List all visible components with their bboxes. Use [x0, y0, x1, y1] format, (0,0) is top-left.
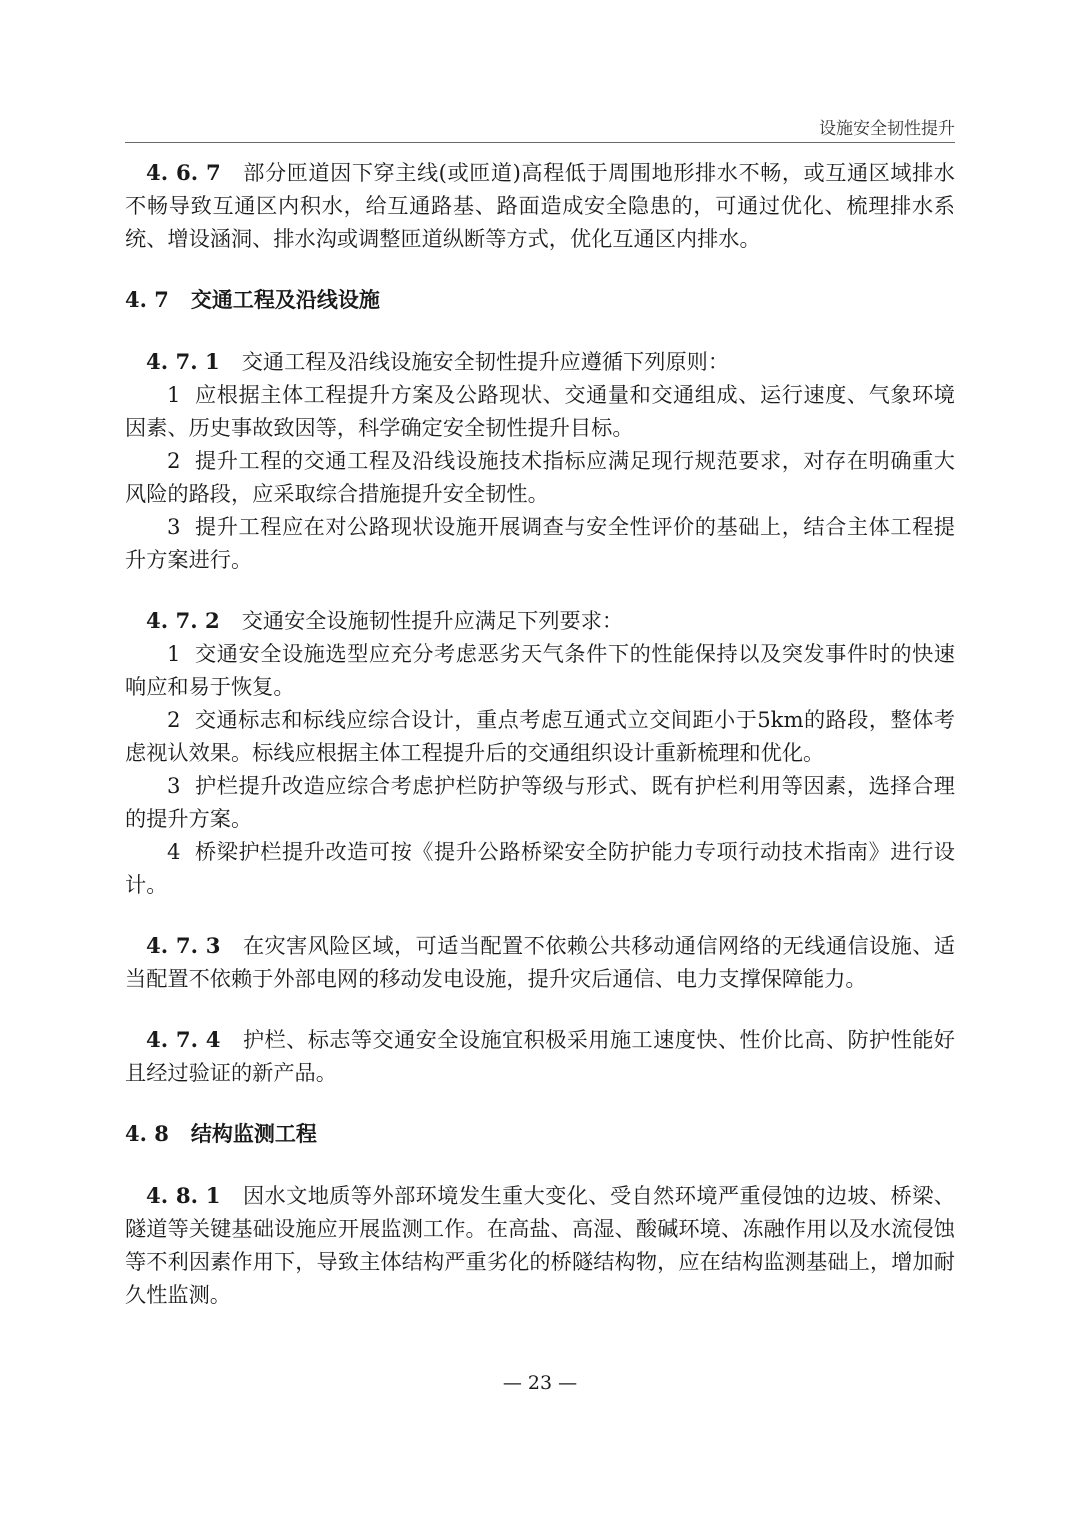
page-number: — 23 — [502, 1372, 578, 1394]
clause-number: 4. 7. 4 [146, 1027, 221, 1052]
clause-4-8-1 [125, 1179, 955, 1311]
running-header [125, 110, 955, 143]
clause-4-7-2 [125, 604, 955, 637]
clause-4-7-3 [125, 929, 955, 995]
clause-text: 部分匝道因下穿主线(或匝道)高程低于周围地形排水不畅，或互通区域排水不畅导致互通区内积水，给互通路基、路面造成安全隐患的，可通过优化、梳理排水系统、增设涵洞、排水沟或调整匝道纵断等方式，优化互通区内排水。 [125, 160, 955, 251]
section-title: 结构监测工程 [190, 1122, 317, 1146]
section-heading-4-7 [125, 283, 955, 317]
clause-number: 4. 7. 2 [146, 608, 220, 633]
item-text: 提升工程应在对公路现状设施开展调查与安全性评价的基础上，结合主体工程提升方案进行。 [125, 514, 955, 572]
item-text: 交通标志和标线应综合设计，重点考虑互通式立交间距小于5km的路段，整体考虑视认效果。标线应根据主体工程提升后的交通组织设计重新梳理和优化。 [125, 707, 955, 765]
section-heading-4-8 [125, 1117, 955, 1151]
list-item [125, 444, 955, 510]
item-number: 4 [167, 839, 181, 864]
running-head-title: 设施安全韧性提升 [819, 119, 955, 139]
item-number: 3 [167, 514, 181, 539]
item-number: 1 [167, 382, 181, 407]
clause-number: 4. 6. 7 [146, 160, 221, 185]
clause-text: 因水文地质等外部环境发生重大变化、受自然环境严重侵蚀的边坡、桥梁、隧道等关键基础设施应开展监测工作。在高盐、高湿、酸碱环境、冻融作用以及水流侵蚀等不利因素作用下，导致主体结构严重劣化的桥隧结构物，应在结构监测基础上，增加耐久性监测。 [125, 1183, 955, 1307]
section-title: 交通工程及沿线设施 [190, 288, 380, 312]
clause-number: 4. 8. 1 [146, 1183, 221, 1208]
list-item [125, 378, 955, 444]
item-text: 护栏提升改造应综合考虑护栏防护等级与形式、既有护栏利用等因素，选择合理的提升方案。 [125, 773, 955, 831]
clause-text: 交通安全设施韧性提升应满足下列要求： [241, 608, 624, 633]
clause-4-6-7 [125, 156, 955, 255]
item-text: 桥梁护栏提升改造可按《提升公路桥梁安全防护能力专项行动技术指南》进行设计。 [125, 839, 955, 897]
item-text: 提升工程的交通工程及沿线设施技术指标应满足现行规范要求，对存在明确重大风险的路段，应采取综合措施提升安全韧性。 [125, 448, 955, 506]
item-number: 2 [167, 707, 181, 732]
item-number: 3 [167, 773, 181, 798]
clause-number: 4. 7. 1 [146, 349, 220, 374]
list-item [125, 835, 955, 901]
section-number: 4. 8 [125, 1121, 169, 1146]
clause-text: 交通工程及沿线设施安全韧性提升应遵循下列原则： [241, 349, 730, 374]
clause-number: 4. 7. 3 [146, 933, 221, 958]
clause-text: 护栏、标志等交通安全设施宜积极采用施工速度快、性价比高、防护性能好且经过验证的新产品。 [125, 1027, 955, 1085]
list-item [125, 769, 955, 835]
list-item [125, 637, 955, 703]
list-item [125, 510, 955, 576]
item-text: 交通安全设施选型应充分考虑恶劣天气条件下的性能保持以及突发事件时的快速响应和易于恢复。 [125, 641, 955, 699]
clause-4-7-1 [125, 345, 955, 378]
clause-text: 在灾害风险区域，可适当配置不依赖公共移动通信网络的无线通信设施、适当配置不依赖于外部电网的移动发电设施，提升灾后通信、电力支撑保障能力。 [125, 933, 955, 991]
item-number: 2 [167, 448, 181, 473]
section-number: 4. 7 [125, 287, 169, 312]
clause-4-7-4 [125, 1023, 955, 1089]
item-text: 应根据主体工程提升方案及公路现状、交通量和交通组成、运行速度、气象环境因素、历史事故致因等，科学确定安全韧性提升目标。 [125, 382, 955, 440]
page-content [125, 156, 955, 1311]
item-number: 1 [167, 641, 181, 666]
list-item [125, 703, 955, 769]
